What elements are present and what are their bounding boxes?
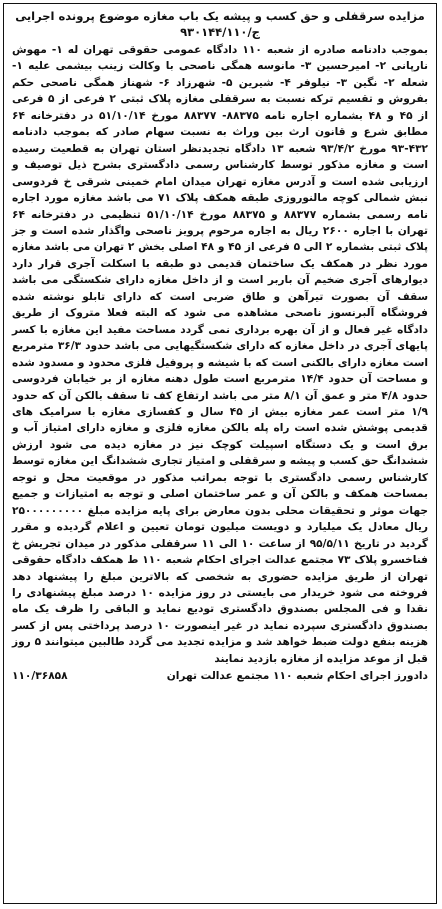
reference-number: ۱۱۰/۳۶۸۵۸ [12,670,68,683]
notice-footer [12,668,428,684]
case-number: ج/۹۳۰۱۴۴/۱۱۰ [180,25,260,39]
signature-line: دادورز اجرای احکام شعبه ۱۱۰ مجتمع عدالت تهران [166,670,428,683]
legal-notice [3,3,437,904]
notice-title: مزایده سرقفلی و حق کسب و پیشه یک باب مغازه موضوع پرونده اجرایی [15,9,425,23]
notice-body: بموجب دادنامه صادره از شعبه ۱۱۰ دادگاه عمومی حقوقی تهران له ۱- مهوش نارپانی ۲- امیرحسین ۳- مانوسه همگی ناصحی با وکالت زینب بیشمی علیه ۱- شعله ۲- نگین ۳- نیلوفر ۴- شیرین ۵- شهرزاد ۶- شهناز همگی ناصحی حکم بفروش و تقسیم ترکه نسبت به سرقفلی مغازه پلاک ثبتی ۲ فرعی از ۵ فرعی از ۴۵ و ۴۸ بشماره اجاره نامه ۸۸۳۷۵- ۸۸۳۷۷ مورخ ۵۱/۱۰/۱۴ در دفترخانه ۶۴ مطابق شرع و قانون ارث بین وراث به نسبت سهام صادر که بموجب دادنامه ۴۳۲-۹۳ مورخ ۹۳/۴/۲ شعبه ۱۳ دادگاه تجدیدنظر استان تهران به قطعیت رسیده است و مغازه مذکور توسط کارشناس رسمی دادگستری بشرح ذیل توصیف و ارزیابی شده است و آدرس مغازه تهران میدان امام خمینی شرقی خ فردوسی نبش شمالی کوچه مالنوروزی طبقه همکف پلاک ۷۱ می باشد مغازه مورد اجاره نامه رسمی بشماره ۸۸۳۷۷ و ۸۸۳۷۵ مورخ ۵۱/۱۰/۱۴ تنظیمی در دفترخانه ۶۴ تهران با اجاره ۲۶۰۰ ریال به اجاره مرحوم پرویز ناصحی واگذار شده است و جز پلاک ثبتی بشماره ۲ الی ۵ فرعی از ۴۵ و ۴۸ اصلی بخش ۲ تهران می باشد مغازه مورد نظر در همکف یک ساختمان قدیمی دو طبقه با اسکلت آجری قرار دارد دیوارهای آجری ضخیم آن باربر است و از داخل مغازه دارای شکستگی می باشد سقف آن بصورت تیرآهن و طاق ضربی است که دارای تابلو نوشته شده فروشگاه آلبرنسوز ناصحی مشاهده می شود که البته فعلا متروک از طریق دادگاه غیر فعال و از آن بهره برداری نمی گردد مساحت مفید این مغازه با کسر پایهای آجری در داخل مغازه که دارای شکستگیهایی می باشد حدود ۳۶/۳ مترمربع است مغازه دارای بالکنی است که با شیشه و پروفیل فلزی محدود و مسدود شده و مساحت آن حدود ۱۴/۴ مترمربع است طول دهنه مغازه از بر خیابان فردوسی حدود ۴/۸ متر و عمق آن ۸/۱ متر می باشد ارتفاع کف تا سقف بالکن آن که حدود ۱/۹ متر است عمر مغازه بیش از ۴۵ سال و کفسازی مغازه با سرامیک های قدیمی پوشش شده است راه پله بالکن مغازه فلزی و مغازه دارای امتیاز آب و برق است و یک دستگاه اسپیلت کوچک نیز در مغازه دیده می شود ارزش ششدانگ حق کسب و پیشه و سرقفلی و امتیاز تجاری ششدانگ این مغازه توسط کارشناس رسمی دادگستری با توجه بمراتب مذکور در موقعیت محل و توجه بمساحت همکف و بالکن آن و عمر ساختمان اصلی و توجه به امتیازات و جمیع جهات موثر و تحقیقات محلی بدون معارض برای پایه مزایده مبلغ ۲۵۰۰۰۰۰۰۰۰۰ ریال معادل یک میلیارد و دویست میلیون تومان تعیین و اعلام گردیده و مقرر گردید در تاریخ ۹۵/۵/۱۱ از ساعت ۱۰ الی ۱۱ سرقفلی مذکور در میدان تجریش خ فناخسرو پلاک ۷۳ مجتمع عدالت اجرای احکام شعبه ۱۱۰ ط همکف دادگاه حقوقی تهران از طریق مزایده حضوری به شخصی که بالاترین مبلغ را پیشنهاد دهد فروخته می شود خریدار می بایستی در روز مزایده ۱۰ درصد مبلغ پیشنهادی را نقدا و فی المجلس بصندوق دادگستری تودیع نماید و الباقی را ظرف یک ماه بصندوق دادگستری سپرده نماید در غیر اینصورت ۱۰ درصد پرداختی پس از کسر هزینه بنفع دولت ضبط خواهد شد و مزایده تجدید می گردد طالبین میتوانند ۵ روز قبل از موعد مزایده از مغازه بازدید نمایند [12,44,429,665]
